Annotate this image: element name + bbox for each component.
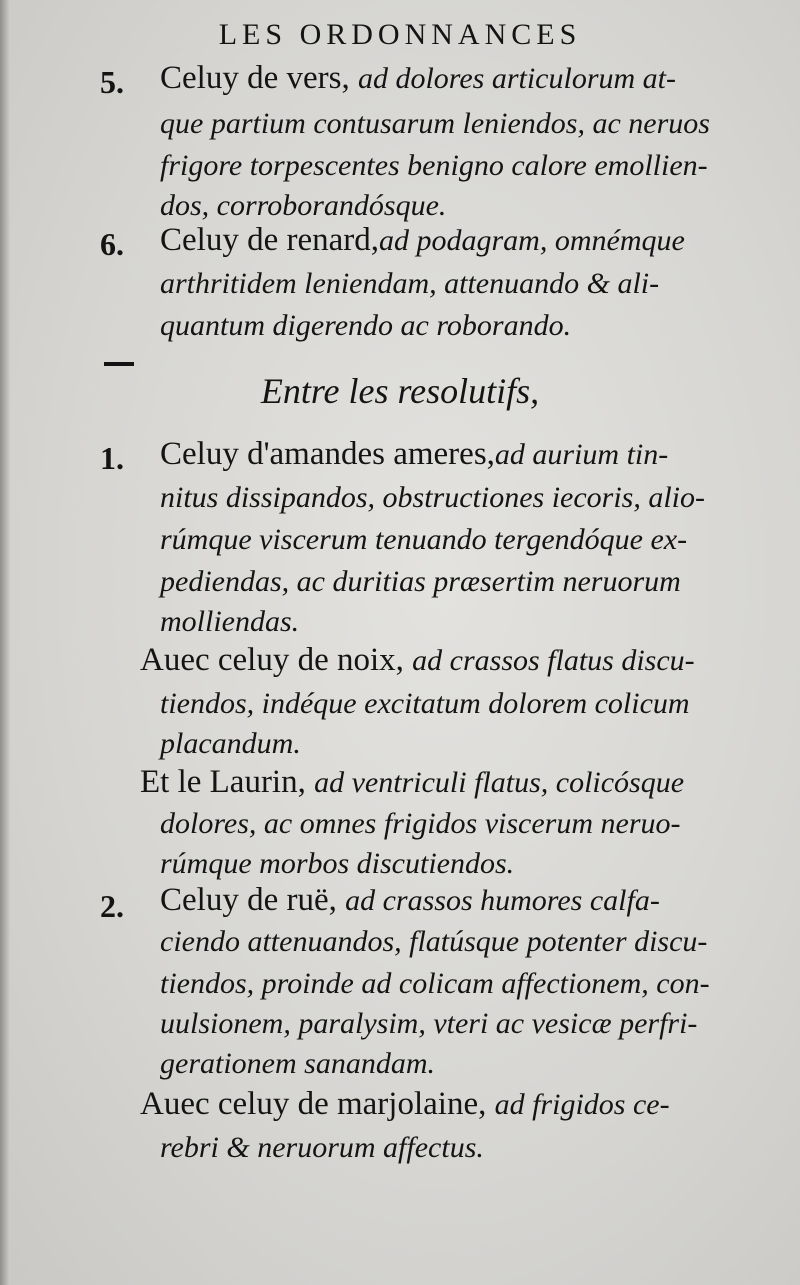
text-line: Et le Laurin, ad ventriculi flatus, colicósque bbox=[140, 764, 685, 800]
text-line: Auec celuy de noix, ad crassos flatus discu- bbox=[140, 642, 695, 678]
entry-number: 5. bbox=[100, 64, 124, 100]
text-line: placandum. bbox=[160, 727, 301, 760]
text-line: tiendos, proinde ad colicam affectionem, con- bbox=[160, 967, 710, 1000]
text-line: rúmque morbos discutiendos. bbox=[160, 847, 515, 880]
text-line: dolores, ac omnes frigidos viscerum neruo- bbox=[160, 807, 681, 840]
text-line: nitus dissipandos, obstructiones iecoris, alio- bbox=[160, 481, 706, 514]
text-line: Celuy de ruë, ad crassos humores calfa- bbox=[160, 882, 660, 918]
running-head: LES ORDONNANCES bbox=[218, 18, 582, 51]
text-line: que partium contusarum leniendos, ac neruos bbox=[160, 107, 710, 140]
text-line: arthritidem leniendam, attenuando & ali- bbox=[160, 267, 660, 300]
text-line: quantum digerendo ac roborando. bbox=[160, 309, 572, 342]
text-line: Celuy de renard,ad podagram, omnémque bbox=[160, 222, 685, 258]
entry-number: 1. bbox=[100, 440, 124, 476]
text-line: uulsionem, paralysim, vteri ac vesicæ perfri- bbox=[160, 1007, 698, 1040]
text-line: molliendas. bbox=[160, 605, 300, 638]
entry-number: 2. bbox=[100, 888, 124, 924]
text-line: Auec celuy de marjolaine, ad frigidos ce- bbox=[140, 1086, 670, 1122]
section-heading: Entre les resolutifs, bbox=[260, 371, 540, 411]
text-line: dos, corroborandósque. bbox=[160, 189, 447, 222]
text-line: Celuy d'amandes ameres,ad aurium tin- bbox=[160, 436, 669, 472]
text-line: Celuy de vers, ad dolores articulorum at- bbox=[160, 60, 676, 96]
text-line: pediendas, ac duritias præsertim neruorum bbox=[160, 565, 681, 598]
text-line: frigore torpescentes benigno calore emollien- bbox=[160, 149, 708, 182]
text-line: ciendo attenuandos, flatúsque potenter discu- bbox=[160, 925, 708, 958]
entry-number: 6. bbox=[100, 226, 124, 262]
page-edge-shadow bbox=[0, 0, 10, 1285]
text-line: rúmque viscerum tenuando tergendóque ex- bbox=[160, 523, 688, 556]
section-dash bbox=[104, 362, 134, 366]
text-line: rebri & neruorum affectus. bbox=[160, 1131, 484, 1164]
text-line: tiendos, indéque excitatum dolorem colicum bbox=[160, 687, 690, 720]
text-line: gerationem sanandam. bbox=[160, 1047, 435, 1080]
